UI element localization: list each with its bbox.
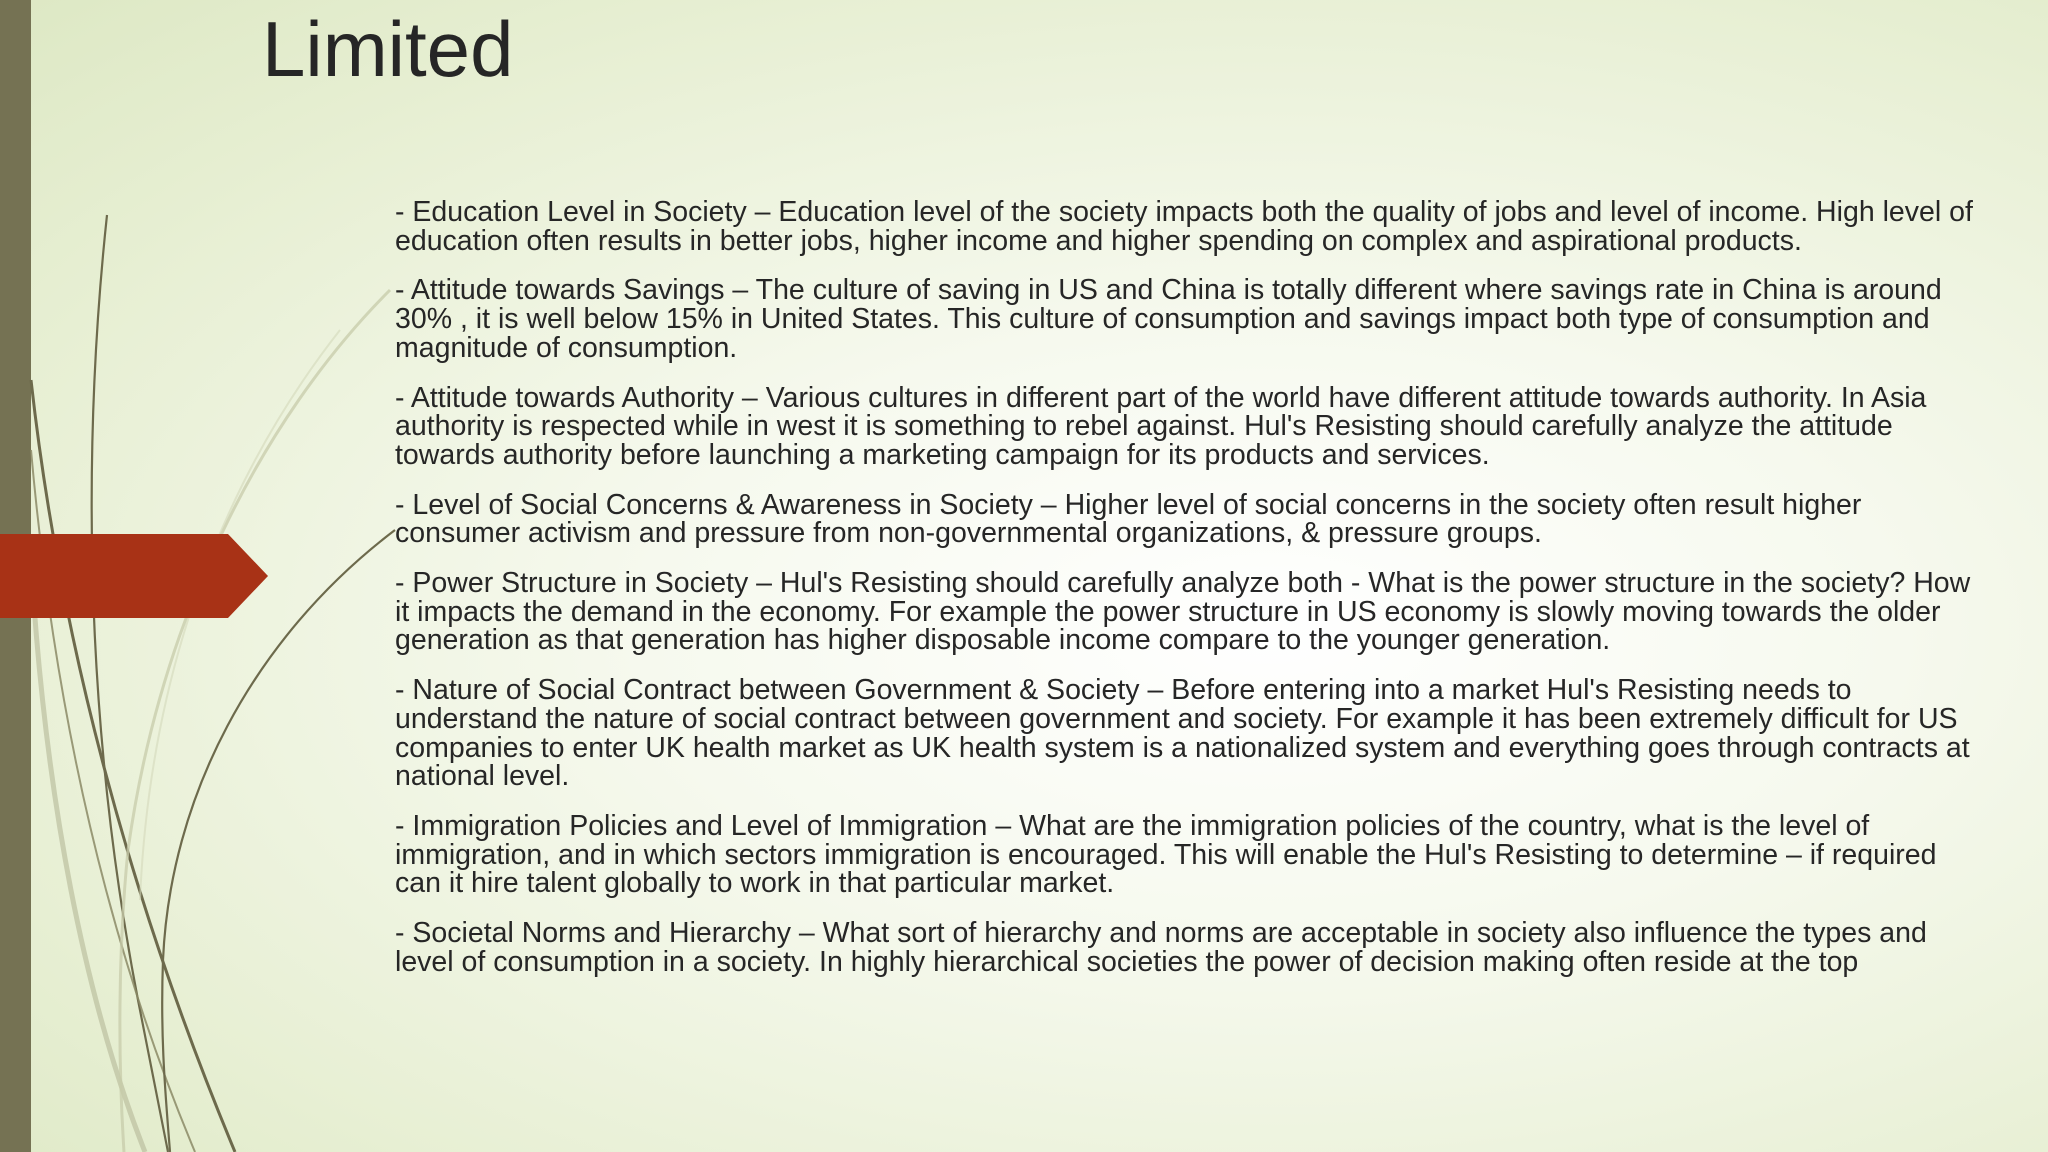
- bullet-social-concerns: - Level of Social Concerns & Awareness in Society – Higher level of social concerns in the society often result higher consumer activism and pressure from non-governmental organizations, & pressure groups.: [395, 488, 1862, 550]
- bullet-social-contract: - Nature of Social Contract between Government & Society – Before entering into a market Hul's Resisting needs to understand the nature of social contract between government and society. For example it has been extremely difficult for US companies to enter UK health market as UK health system is a nationalized system and everything goes through contracts at national level.: [395, 674, 1970, 793]
- red-arrow-shape: [0, 534, 268, 618]
- bullet-power-structure: - Power Structure in Society – Hul's Resisting should carefully analyze both - What is the power structure in the society? How it impacts the demand in the economy. For example the power structure in US economy is slowly moving towards the older generation as that generation has higher disposable income compare to the younger generation.: [395, 567, 1971, 657]
- bullet-immigration-policies: - Immigration Policies and Level of Immigration – What are the immigration policies of the country, what is the level of immigration, and in which sectors immigration is encouraged. This will enable the Hul's Resisting to determine – if required can it hire talent globally to work in that particular market.: [395, 809, 1937, 900]
- bullet-attitude-authority: - Attitude towards Authority – Various cultures in different part of the world have different attitude towards authority. In Asia authority is respected while in west it is something to rebel against. Hul's Resisting should carefully analyze the attitude towards authority before launching a marketing campaign for its products and services.: [395, 381, 1927, 471]
- slide-title: Limited: [262, 5, 514, 93]
- bullet-education-level: - Education Level in Society – Education level of the society impacts both the quality of jobs and level of income. High level of education often results in better jobs, higher income and higher spending on complex and aspirational products.: [395, 196, 1973, 257]
- bullet-attitude-savings: - Attitude towards Savings – The culture of saving in US and China is totally different where savings rate in China is around 30% , it is well below 15% in United States. This culture of consumption and savings impact both type of consumption and magnitude of consumption.: [395, 274, 1942, 364]
- bullet-societal-norms: - Societal Norms and Hierarchy – What sort of hierarchy and norms are acceptable in society also influence the types and level of consumption in a society. In highly hierarchical societies the power of decision making often reside at the top: [395, 917, 1927, 978]
- bullet-list: [395, 198, 1985, 997]
